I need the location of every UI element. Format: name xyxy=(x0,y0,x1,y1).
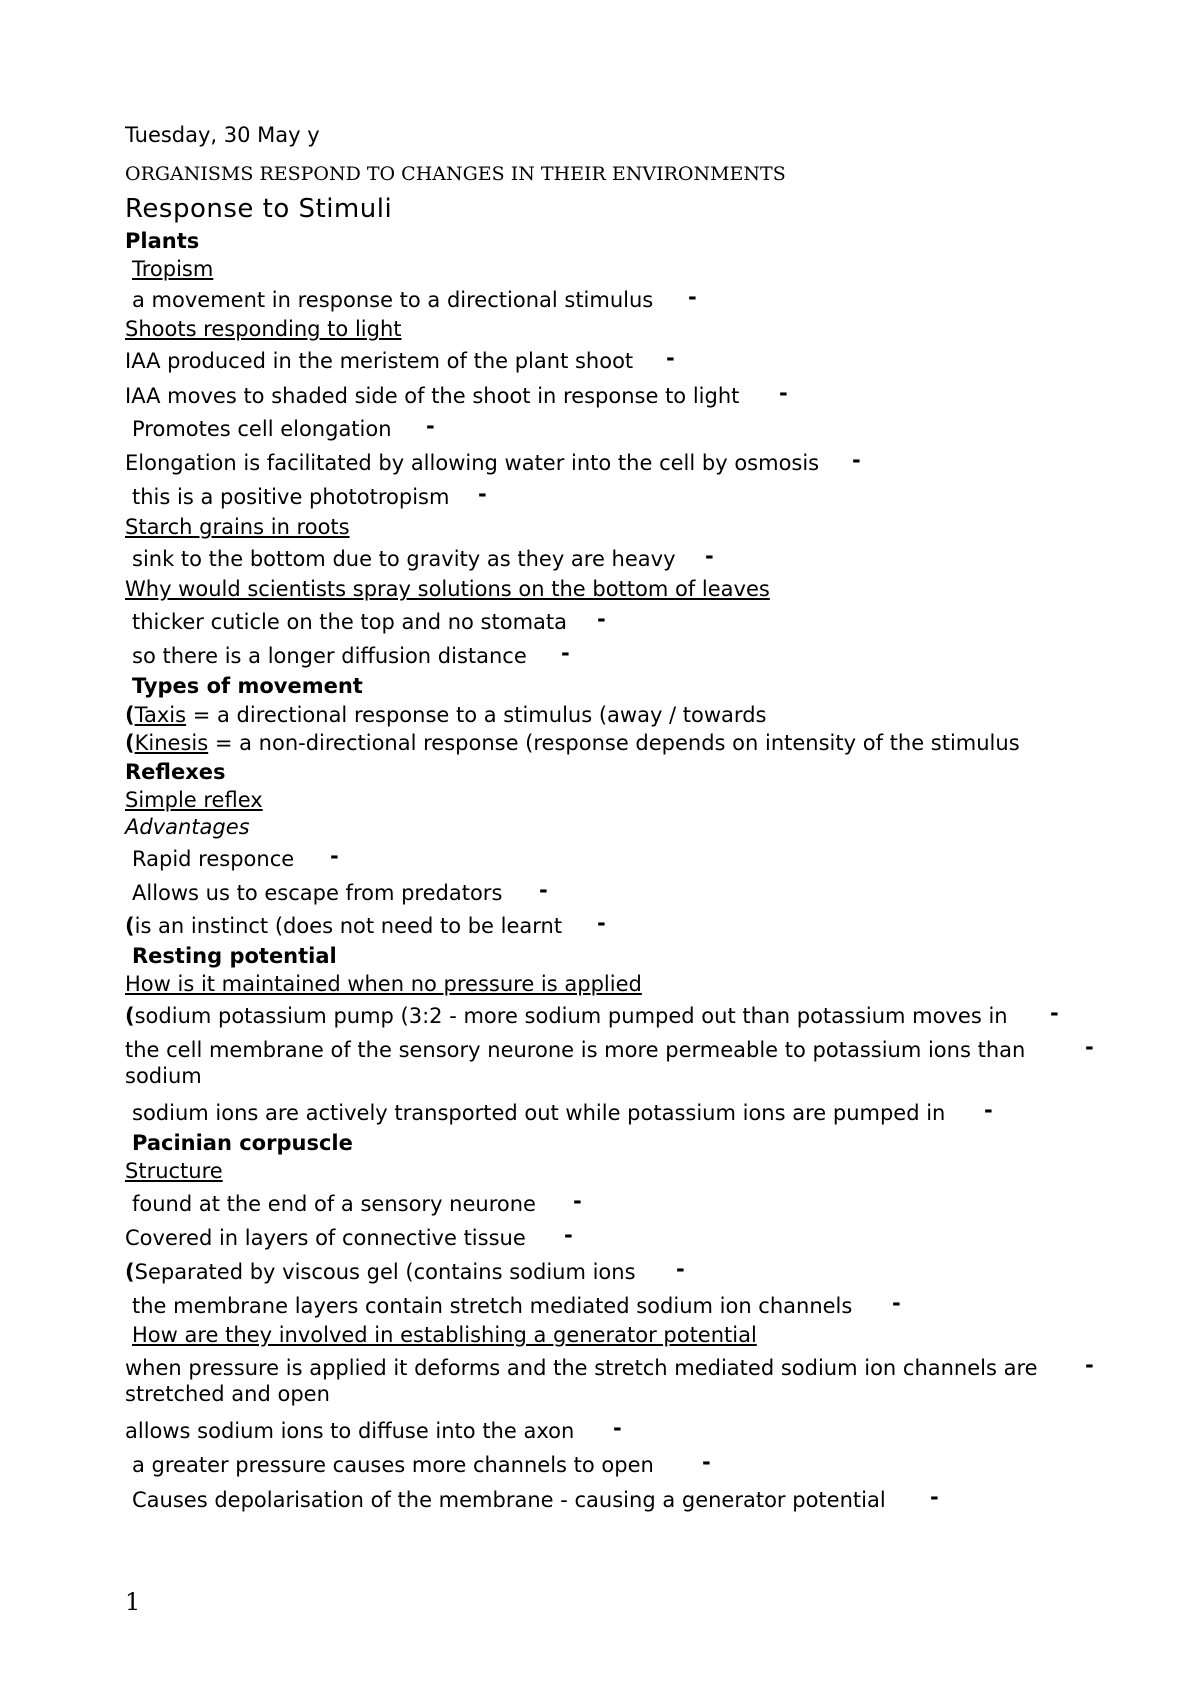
generator-question: How are they involved in establishing a generator potential xyxy=(132,1323,757,1347)
taxis-definition: = a directional response to a stimulus (away / towards xyxy=(186,703,767,727)
bullet-dash: - xyxy=(984,1098,993,1122)
open-paren: ( xyxy=(125,914,135,938)
bullet-dash: - xyxy=(564,1223,573,1247)
bullet-dash: - xyxy=(779,381,788,405)
bullet-dash: - xyxy=(478,482,487,506)
date-line: Tuesday, 30 May y xyxy=(125,123,320,147)
page-number: 1 xyxy=(125,1588,141,1616)
open-paren: ( xyxy=(125,1260,135,1284)
taxis-term: Taxis xyxy=(134,703,187,727)
note-line: Elongation is facilitated by allowing water into the cell by osmosis xyxy=(125,451,820,475)
note-line: a greater pressure causes more channels to open xyxy=(132,1453,654,1477)
note-line: Allows us to escape from predators xyxy=(132,881,503,905)
bullet-dash: - xyxy=(561,641,570,665)
note-line xyxy=(125,913,562,939)
note-line xyxy=(125,1259,636,1285)
unit-title: ORGANISMS RESPOND TO CHANGES IN THEIR ENVIRONMENTS xyxy=(125,163,786,185)
resting-question: How is it maintained when no pressure is applied xyxy=(125,972,642,996)
kinesis-line xyxy=(125,730,1020,756)
kinesis-definition: = a non-directional response (response depends on intensity of the stimulus xyxy=(208,731,1020,755)
shoots-subheading: Shoots responding to light xyxy=(125,317,402,341)
note-line xyxy=(125,1003,1008,1029)
movement-heading: Types of movement xyxy=(132,674,363,698)
bullet-dash: - xyxy=(330,844,339,868)
note-line: Promotes cell elongation xyxy=(132,417,392,441)
note-text: is an instinct (does not need to be learnt xyxy=(134,914,563,938)
why-subheading: Why would scientists spray solutions on the bottom of leaves xyxy=(125,577,770,601)
reflexes-heading: Reflexes xyxy=(125,760,226,784)
resting-heading: Resting potential xyxy=(132,944,337,968)
bullet-dash: - xyxy=(688,285,697,309)
bullet-dash: - xyxy=(1085,1035,1094,1059)
note-line: thicker cuticle on the top and no stomata xyxy=(132,610,567,634)
bullet-dash: - xyxy=(852,448,861,472)
bullet-dash: - xyxy=(426,414,435,438)
tropism-definition: a movement in response to a directional stimulus xyxy=(132,288,654,312)
bullet-dash: - xyxy=(573,1189,582,1213)
note-line: the membrane layers contain stretch mediated sodium ion channels xyxy=(132,1294,853,1318)
note-text: Separated by viscous gel (contains sodium ions xyxy=(134,1260,636,1284)
bullet-dash: - xyxy=(1050,1001,1059,1025)
bullet-dash: - xyxy=(702,1450,711,1474)
tropism-label: Tropism xyxy=(132,257,214,281)
plants-heading: Plants xyxy=(125,229,200,253)
bullet-dash: - xyxy=(930,1485,939,1509)
bullet-dash: - xyxy=(676,1257,685,1281)
bullet-dash: - xyxy=(597,607,606,631)
note-line: Causes depolarisation of the membrane - causing a generator potential xyxy=(132,1488,886,1512)
topic-heading: Response to Stimuli xyxy=(125,194,393,224)
bullet-dash: - xyxy=(1085,1353,1094,1377)
note-line: so there is a longer diffusion distance xyxy=(132,644,527,668)
bullet-dash: - xyxy=(613,1416,622,1440)
advantages-label: Advantages xyxy=(125,815,250,839)
note-line: IAA moves to shaded side of the shoot in response to light xyxy=(125,384,740,408)
simple-reflex-subheading: Simple reflex xyxy=(125,788,263,812)
note-line: found at the end of a sensory neurone xyxy=(132,1192,536,1216)
open-paren: ( xyxy=(125,703,135,727)
bullet-dash: - xyxy=(892,1291,901,1315)
open-paren: ( xyxy=(125,731,135,755)
note-line: sodium ions are actively transported out while potassium ions are pumped in xyxy=(132,1101,946,1125)
note-line: the cell membrane of the sensory neurone is more permeable to potassium ions than sodium xyxy=(125,1038,1026,1088)
note-line: Covered in layers of connective tissue xyxy=(125,1226,526,1250)
bullet-dash: - xyxy=(539,878,548,902)
note-line: this is a positive phototropism xyxy=(132,485,450,509)
bullet-dash: - xyxy=(666,346,675,370)
note-line: IAA produced in the meristem of the plant shoot xyxy=(125,349,634,373)
note-line: when pressure is applied it deforms and the stretch mediated sodium ion channels are stretched and open xyxy=(125,1356,1038,1406)
pacinian-heading: Pacinian corpuscle xyxy=(132,1131,353,1155)
taxis-line xyxy=(125,702,766,728)
note-line: allows sodium ions to diffuse into the axon xyxy=(125,1419,575,1443)
starch-subheading: Starch grains in roots xyxy=(125,515,350,539)
note-text: sodium potassium pump (3:2 - more sodium pumped out than potassium moves in xyxy=(134,1004,1008,1028)
bullet-dash: - xyxy=(597,911,606,935)
open-paren: ( xyxy=(125,1004,135,1028)
note-line: sink to the bottom due to gravity as they are heavy xyxy=(132,547,676,571)
bullet-dash: - xyxy=(705,544,714,568)
structure-subheading: Structure xyxy=(125,1159,223,1183)
note-line: Rapid responce xyxy=(132,847,295,871)
kinesis-term: Kinesis xyxy=(134,731,209,755)
